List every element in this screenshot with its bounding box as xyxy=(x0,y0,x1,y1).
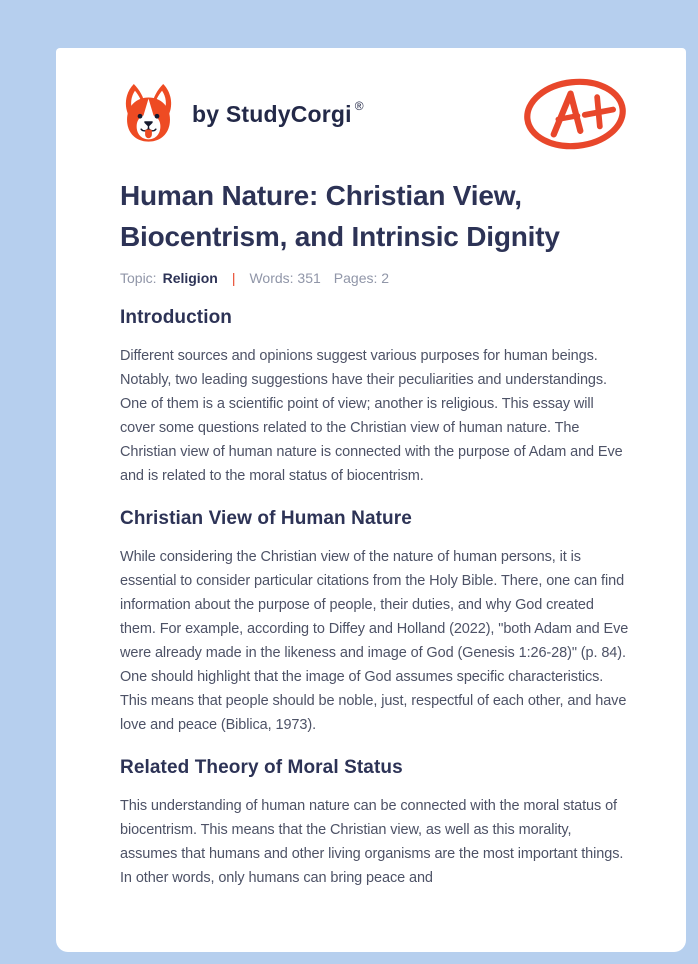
topic-label: Topic: xyxy=(120,270,157,286)
brand-text: by StudyCorgi ® xyxy=(192,98,364,127)
corgi-icon xyxy=(120,84,177,145)
section-body-moral-status: This understanding of human nature can be connected with the moral status of biocentrism. This means that the Christian view, as well as this morality, assumes that humans and other living organisms are the most important things. In other words, only humans can bring peace and xyxy=(120,798,624,886)
page-count: Pages: 2 xyxy=(333,270,390,286)
section-heading-christian-view: Christian View of Human Nature xyxy=(120,508,412,529)
page-title: Human Nature: Christian View, Biocentrism, and Intrinsic Dignity xyxy=(120,180,560,252)
document-card xyxy=(56,48,686,952)
studycorgi-brand-link[interactable] xyxy=(120,84,364,145)
meta-separator: | xyxy=(231,270,236,286)
a-plus-icon xyxy=(520,75,630,153)
section-heading-moral-status: Related Theory of Moral Status xyxy=(120,757,403,778)
registered-mark: ® xyxy=(354,98,364,113)
section-heading-introduction: Introduction xyxy=(120,307,233,328)
header xyxy=(120,75,630,153)
document-meta xyxy=(120,270,630,287)
topic-link[interactable]: Religion xyxy=(162,270,218,286)
section-body-christian-view: While considering the Christian view of the nature of human persons, it is essential to consider particular citations from the Holy Bible. There, one can find information about the purpose of people, their duties, and why God created them. For example, according to Diffey and Holland (2022), "both Adam and Eve were already made in the likeness and image of God (Genesis 1:26-28)" (p. 84). One should highlight that the image of God assumes specific characteristics. This means that people should be noble, just, respectful of each other, and have love and peace (Biblica, 1973). xyxy=(120,549,629,733)
section-body-introduction: Different sources and opinions suggest various purposes for human beings. Notably, two leading suggestions have their peculiarities and understandings. One of them is a scientific point of view; another is religious. This essay will cover some questions related to the Christian view of human nature. The Christian view of human nature is connected with the purpose of Adam and Eve and is related to the moral status of biocentrism. xyxy=(120,348,623,484)
word-count: Words: 351 xyxy=(249,270,321,286)
